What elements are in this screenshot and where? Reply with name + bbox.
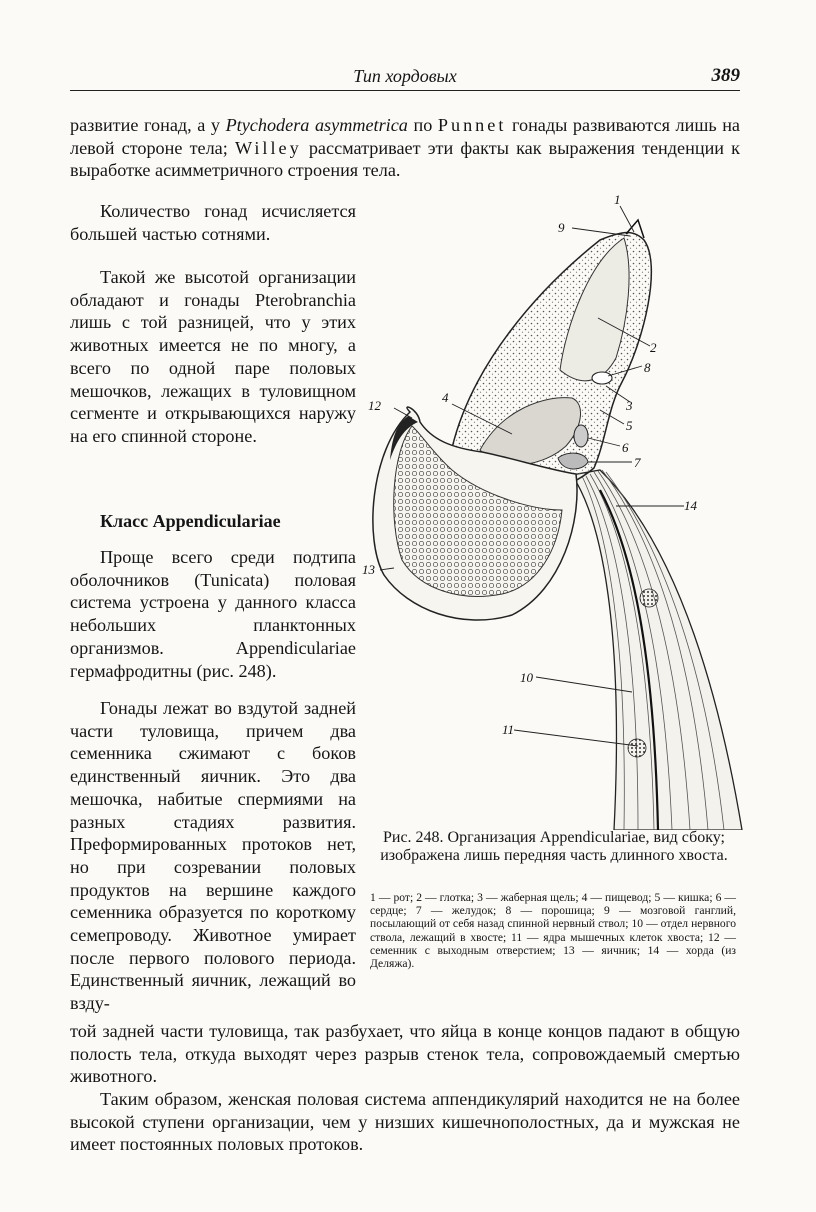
page-number: 389 [711, 65, 740, 86]
figure-label: 3 [626, 398, 633, 413]
paragraph-intro [70, 114, 740, 182]
figure-label: 1 [614, 192, 621, 207]
tail [572, 470, 742, 830]
figure-label: 9 [558, 220, 565, 235]
muscle-nucleus [628, 739, 646, 757]
paragraph-gonad-count: Количество гонад исчисляется большей частью сотнями. [70, 201, 356, 244]
figure-label: 11 [502, 722, 515, 737]
figure-caption: Рис. 248. Организация Appendiculariae, вид сбоку; изображена лишь передняя часть длинного хвоста. [380, 829, 728, 864]
figure-legend: 1 — рот; 2 — глотка; 3 — жаберная щель; 4 — пищевод; 5 — кишка; 6 — сердце; 7 — желудок; 8 — порошица; 9 — мозговой ганглий, посылающий от себя назад спинной нервный ствол; 10 — отдел нервного ствола, лежащий в хвосте; 11 — ядра мышечных клеток хвоста; 12 — семенник с выходным отверстием; 13 — яичник; 14 — хорда (из Деляжа). [370, 891, 736, 971]
figure-label: 8 [644, 360, 651, 375]
anus-organ [592, 372, 612, 384]
figure-label: 2 [650, 340, 657, 355]
running-header [70, 64, 740, 91]
figure-label: 14 [684, 498, 697, 513]
species-name: Ptychodera asymmetrica [225, 115, 408, 135]
text-run: рассматривает эти факты как выражения тенденции к выработке асимметричного строения тела. [70, 137, 740, 181]
figure-label: 4 [442, 390, 449, 405]
heart-organ [574, 425, 588, 447]
paragraph-gonads-left: Гонады лежат во вздутой задней части туловища, причем два семенника сжимают с боков единственный яичник. Это два мешочка, набитые спермиями на разных стадиях развития. Преформированных протоков нет, но при созревании половых продуктов на вершине каждого семенника образуется по короткому семепроводу. Животное умирает после первого полового периода. Единственный яичник, лежащий во взду- [70, 698, 356, 1014]
paragraph-conclusion: Таким образом, женская половая система аппендикулярий находится не на более высокой ступени организации, чем у низших кишечнополостных, да и мужская не имеет постоянных половых протоков. [70, 1089, 740, 1155]
running-title: Тип хордовых [353, 66, 457, 86]
paragraph-gonads-continued: той задней части туловища, так разбухает, что яйца в конце концов падают в общую полость тела, откуда выходят через разрыв стенок тела, сопровождаемый смертью животного. [70, 1021, 740, 1087]
appendicularia-illustration [362, 190, 752, 830]
author-name: Willey [234, 137, 302, 158]
text-run: гонады развиваются лишь на левой стороне тела; [70, 115, 741, 158]
author-name: Punnet [437, 115, 507, 135]
paragraph-appendiculariae: Проще всего среди подтипа оболочников (Tunicata) половая система устроена у данного класса небольших планктонных организмов. Appendiculariae гермафродитны (рис. 248). [70, 547, 356, 681]
figure-label: 6 [622, 440, 629, 455]
figure-label: 10 [520, 670, 533, 685]
figure-label: 12 [368, 398, 381, 413]
figure-label: 7 [634, 455, 641, 470]
figure-label: 5 [626, 418, 633, 433]
section-heading: Класс Appendiculariae [100, 511, 281, 531]
paragraph-pterobranchia: Такой же высотой организации обладают и гонады Pterobranchia лишь с той разницей, что у этих животных имеется не по многу, а всего по одной паре половых мешочков, лежащих в туловищном сегменте и открывающихся наружу на его спинной стороне. [70, 267, 356, 446]
text-run: по [407, 115, 438, 135]
text-run: развитие гонад, а у [70, 115, 226, 135]
muscle-nucleus [640, 589, 658, 607]
figure-label: 13 [362, 562, 375, 577]
